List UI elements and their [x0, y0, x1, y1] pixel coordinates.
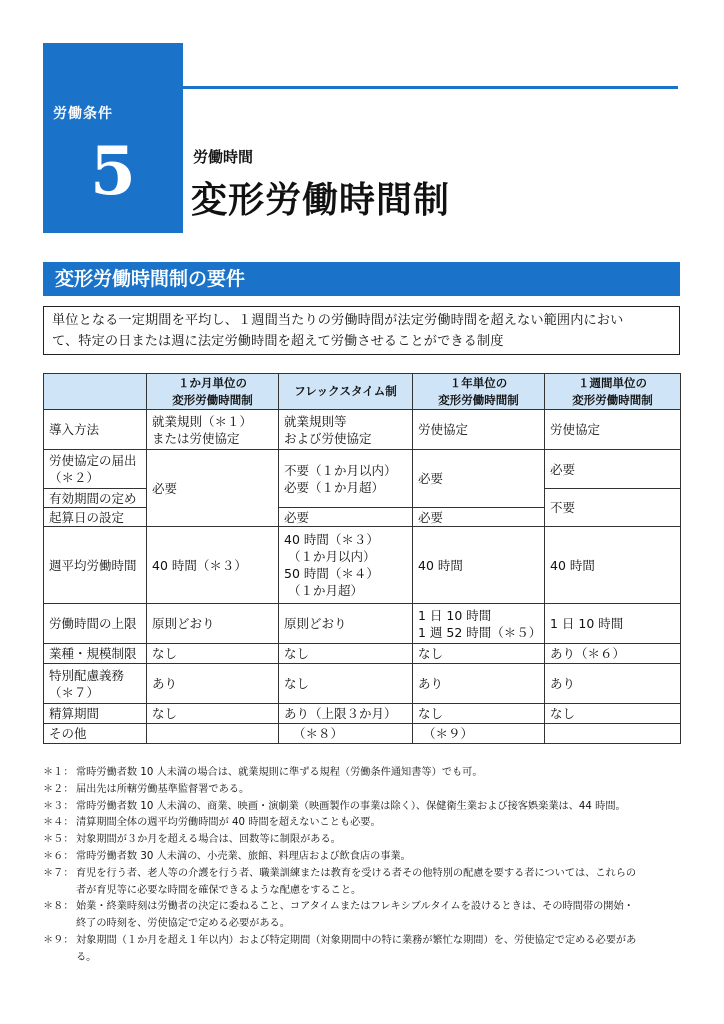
table-cell: 労使協定 [413, 410, 545, 450]
row-label: 導入方法 [44, 410, 147, 450]
definition-box [43, 306, 680, 355]
footnote: ＊２： 届出先は所轄労働基準監督署である。 [43, 783, 250, 795]
footnote: ＊８： 始業・終業時刻は労働者の決定に委ねること、コアタイムまたはフレキシブルタイムを設けるときは、その時間帯の開始・ 終了の時刻を、労使協定で定める必要がある。 [43, 901, 634, 930]
table-row [44, 644, 681, 664]
definition-line: て、特定の日または週に法定労働時間を超えて労働させることができる制度 [52, 334, 504, 349]
table-cell [545, 724, 681, 744]
chapter-number: 5 [90, 132, 136, 210]
table-row [44, 724, 681, 744]
table-cell: 不要（１か月以内） 必要（１か月超） [279, 450, 413, 508]
table-row [44, 450, 681, 489]
table-cell [147, 724, 279, 744]
footnote: ＊９： 対象期間（１か月を超え１年以内）および特定期間（対象期間中の特に業務が繁忙な期間）を、労使協定で定める必要があ る。 [43, 934, 637, 963]
table-cell: なし [413, 644, 545, 664]
table-cell: 原則どおり [147, 604, 279, 644]
table-cell: あり [147, 664, 279, 704]
footnote: ＊１： 常時労働者数 10 人未満の場合は、就業規則に準ずる規程（労働条件通知書等）でも可。 [43, 767, 483, 778]
section-heading: 変形労働時間制の要件 [43, 262, 680, 296]
row-label: 労働時間の上限 [44, 604, 147, 644]
table-cell: あり [413, 664, 545, 704]
row-label: 有効期間の定め [44, 489, 147, 508]
header-rule [183, 86, 678, 89]
row-label: その他 [44, 724, 147, 744]
table-row [44, 664, 681, 704]
table-cell: 不要 [545, 489, 681, 527]
footnote: ＊７： 育児を行う者、老人等の介護を行う者、職業訓練または教育を受ける者その他特別の配慮を要する者については、これらの 者が育児等に必要な時間を確保できるような配慮をすること。 [43, 867, 637, 896]
header-blank [44, 374, 147, 410]
table-cell: 就業規則等 および労使協定 [279, 410, 413, 450]
header-weekly: １週間単位の 変形労働時間制 [545, 374, 681, 410]
footnote: ＊４： 清算期間全体の週平均労働時間が 40 時間を超えないことも必要。 [43, 817, 381, 829]
chapter-block [43, 43, 183, 233]
table-row [44, 604, 681, 644]
table-cell: あり（上限３か月） [279, 704, 413, 724]
row-label: 労使協定の届出 （＊２） [44, 450, 147, 489]
table-cell: 必要 [545, 450, 681, 489]
table-cell: 必要 [413, 450, 545, 508]
row-label: 業種・規模制限 [44, 644, 147, 664]
page-title: 変形労働時間制 [191, 180, 451, 221]
row-label: 週平均労働時間 [44, 527, 147, 604]
footnotes [43, 765, 683, 967]
table-cell: 原則どおり [279, 604, 413, 644]
table-cell: あり（＊６） [545, 644, 681, 664]
table-cell: 必要 [413, 508, 545, 527]
table-cell: 就業規則（＊１） または労使協定 [147, 410, 279, 450]
table-cell: なし [279, 644, 413, 664]
table-cell: 必要 [147, 450, 279, 527]
table-cell: 1 日 10 時間 1 週 52 時間（＊５） [413, 604, 545, 644]
chapter-category: 労働条件 [53, 106, 113, 122]
table-row [44, 527, 681, 604]
table-cell: なし [545, 704, 681, 724]
table-cell: あり [545, 664, 681, 704]
footnote: ＊３： 常時労働者数 10 人未満の、商業、映画・演劇業（映画製作の事業は除く）、保健衛生業および接客娯楽業は、44 時間。 [43, 800, 626, 812]
table-cell: なし [147, 644, 279, 664]
table-cell: なし [279, 664, 413, 704]
table-cell: 40 時間 [545, 527, 681, 604]
table-header-row [44, 374, 681, 410]
row-label: 起算日の設定 [44, 508, 147, 527]
table-cell: 40 時間（＊３） [147, 527, 279, 604]
header-flex: フレックスタイム制 [279, 374, 413, 410]
table-row [44, 704, 681, 724]
row-label: 精算期間 [44, 704, 147, 724]
definition-line: 単位となる一定期間を平均し、１週間当たりの労働時間が法定労働時間を超えない範囲内におい [52, 313, 624, 328]
page-subtitle: 労働時間 [193, 148, 254, 166]
table-cell: 40 時間 [413, 527, 545, 604]
table-cell: （＊９） [413, 724, 545, 744]
header-monthly: １か月単位の 変形労働時間制 [147, 374, 279, 410]
footnote: ＊６： 常時労働者数 30 人未満の、小売業、旅館、料理店および飲食店の事業。 [43, 850, 411, 862]
table-cell: 40 時間（＊３） （１か月以内） 50 時間（＊４） （１か月超） [279, 527, 413, 604]
row-label: 特別配慮義務 （＊７） [44, 664, 147, 704]
table-row [44, 410, 681, 450]
table-cell: 1 日 10 時間 [545, 604, 681, 644]
header-yearly: １年単位の 変形労働時間制 [413, 374, 545, 410]
table-cell: 労使協定 [545, 410, 681, 450]
table-cell: なし [147, 704, 279, 724]
table-cell: （＊８） [279, 724, 413, 744]
footnote: ＊５： 対象期間が３か月を超える場合は、回数等に制限がある。 [43, 834, 341, 846]
table-cell: なし [413, 704, 545, 724]
comparison-table [43, 373, 681, 744]
table-cell: 必要 [279, 508, 413, 527]
